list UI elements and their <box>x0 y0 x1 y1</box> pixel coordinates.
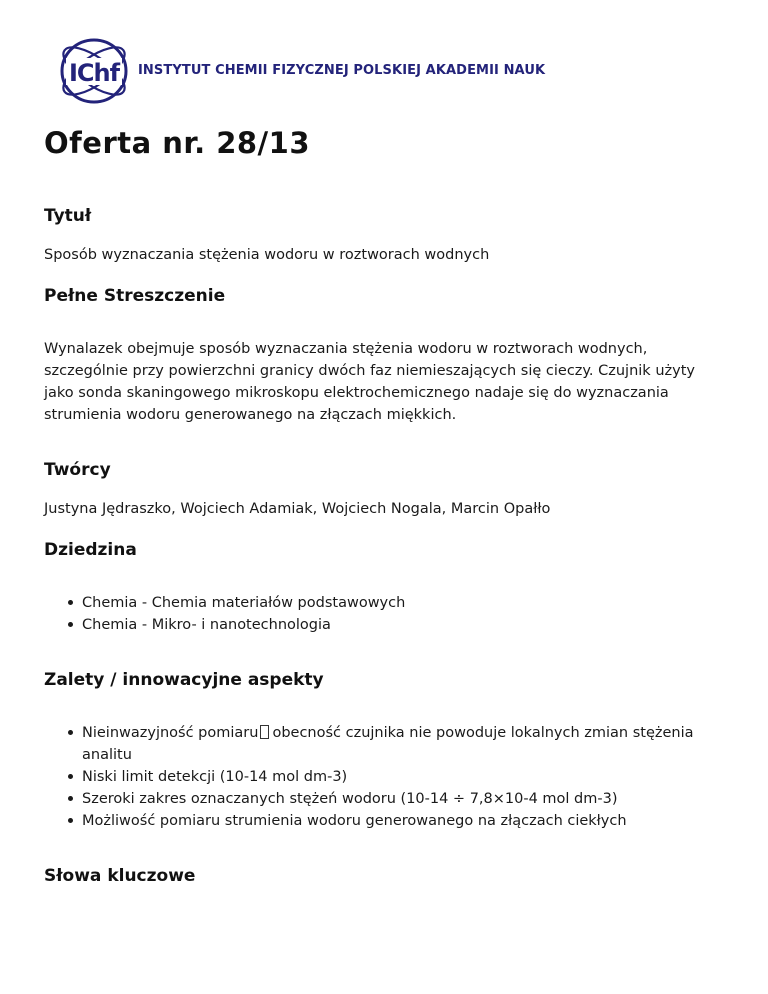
header <box>56 36 545 106</box>
page-title: Oferta nr. 28/13 <box>44 126 310 160</box>
authors-text: Justyna Jędraszko, Wojciech Adamiak, Wojciech Nogala, Marcin Opałło <box>44 501 551 517</box>
list-item: Możliwość pomiaru strumienia wodoru generowanego na złączach ciekłych <box>64 810 704 832</box>
section-title-heading: Tytuł <box>44 206 92 226</box>
list-item: Chemia - Mikro- i nanotechnologia <box>64 614 704 636</box>
title-text: Sposób wyznaczania stężenia wodoru w roztworach wodnych <box>44 247 490 263</box>
authors-heading: Twórcy <box>44 460 111 480</box>
list-item: Chemia - Chemia materiałów podstawowych <box>64 592 704 614</box>
advantages-heading: Zalety / innowacyjne aspekty <box>44 670 324 690</box>
abstract-heading: Pełne Streszczenie <box>44 286 226 306</box>
ichf-logo <box>56 36 132 106</box>
org-name: INSTYTUT CHEMII FIZYCZNEJ POLSKIEJ AKADEMII NAUK <box>138 62 546 78</box>
advantages-list <box>64 722 704 832</box>
field-list <box>64 592 704 636</box>
list-item <box>64 722 704 766</box>
keywords-heading: Słowa kluczowe <box>44 866 196 886</box>
advantage-1-start: Nieinwazyjność pomiaru <box>82 725 259 741</box>
logo-text: IChf <box>68 59 120 87</box>
field-heading: Dziedzina <box>44 540 137 560</box>
list-item: Niski limit detekcji (10-14 mol dm-3) <box>64 766 704 788</box>
abstract-text: Wynalazek obejmuje sposób wyznaczania stężenia wodoru w roztworach wodnych, szczególnie przy powierzchni granicy dwóch faz niemieszających się cieczy. Czujnik użyty jako sonda skaningowego mikroskopu elektrochemicznego nadaje się do wyznaczania strumienia wodoru generowanego na złączach miękkich. <box>44 341 695 423</box>
missing-glyph-icon <box>260 725 269 739</box>
advantage-1-end: obecność czujnika nie powoduje lokalnych zmian stężenia analitu <box>82 725 694 763</box>
list-item: Szeroki zakres oznaczanych stężeń wodoru (10-14 ÷ 7,8×10-4 mol dm-3) <box>64 788 704 810</box>
